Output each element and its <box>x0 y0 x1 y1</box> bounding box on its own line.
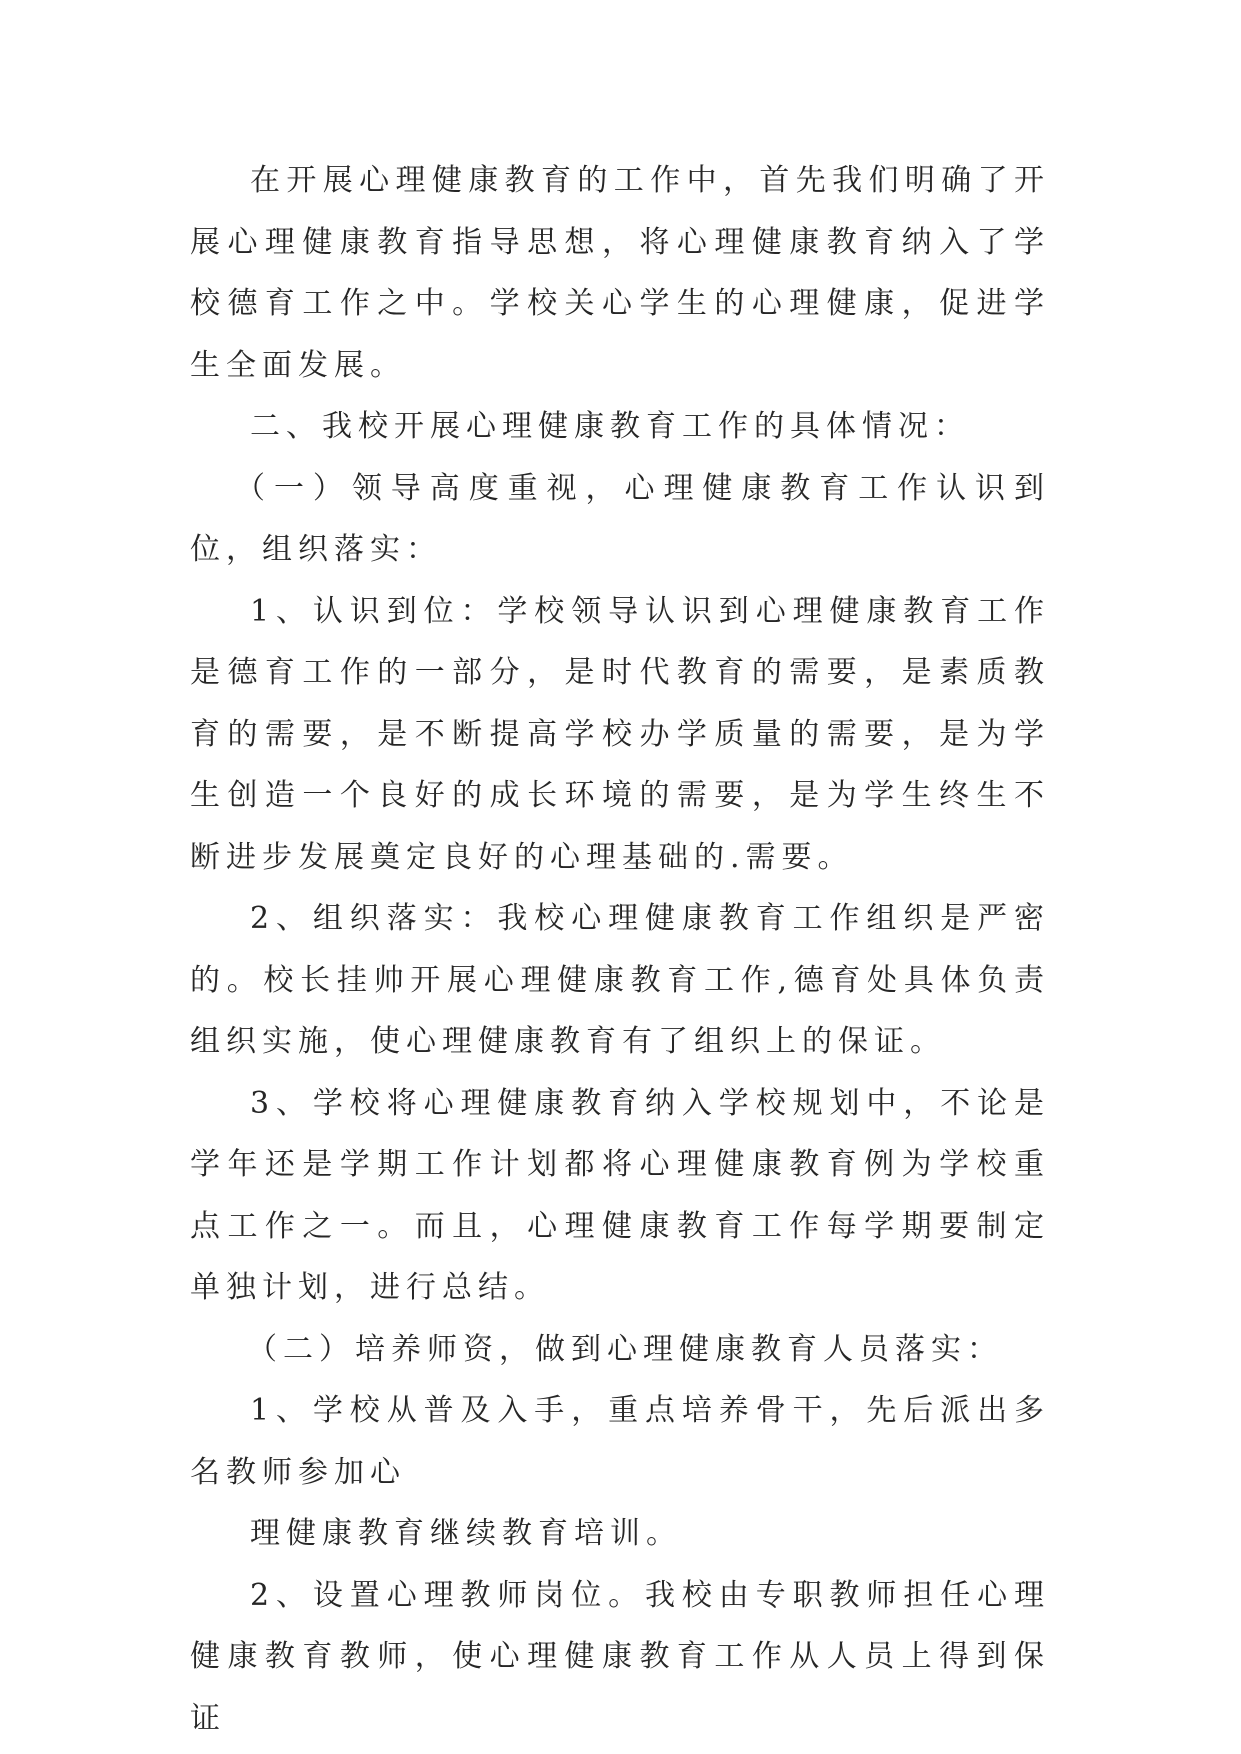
subsection-heading-2: （二）培养师资，做到心理健康教育人员落实： <box>247 1331 1003 1367</box>
paragraph-item-3: 3、学校将心理健康教育纳入学校规划中，不论是学年还是学期工作计划都将心理健康教育例为学校重点工作之一。而且，心理健康教育工作每学期要制定单独计划，进行总结。 <box>190 1085 1050 1305</box>
paragraph-item-2: 2、组织落实：我校心理健康教育工作组织是严密的。校长挂帅开展心理健康教育工作,德育处具体负责组织实施，使心理健康教育有了组织上的保证。 <box>190 901 1050 1059</box>
section-heading-2: 二、我校开展心理健康教育工作的具体情况： <box>250 409 970 444</box>
paragraph-training-item-2: 2、设置心理教师岗位。我校由专职教师担任心理健康教育教师，使心理健康教育工作从人员上得到保证 <box>190 1577 1050 1736</box>
subsection-heading-1: （一）领导高度重视，心理健康教育工作认识到位，组织落实： <box>190 470 1050 567</box>
paragraph-intro: 在开展心理健康教育的工作中，首先我们明确了开展心理健康教育指导思想，将心理健康教育纳入了学校德育工作之中。学校关心学生的心理健康，促进学生全面发展。 <box>190 163 1050 383</box>
document-body <box>190 150 1050 1749</box>
paragraph-training-continued: 理健康教育继续教育培训。 <box>250 1516 682 1551</box>
paragraph-training-item-1: 1、学校从普及入手，重点培养骨干，先后派出多名教师参加心 <box>190 1393 1050 1490</box>
paragraph-item-1: 1、认识到位：学校领导认识到心理健康教育工作是德育工作的一部分，是时代教育的需要，是素质教育的需要，是不断提高学校办学质量的需要，是为学生创造一个良好的成长环境的需要，是为学生终生不断进步发展奠定良好的心理基础的.需要。 <box>190 593 1050 875</box>
